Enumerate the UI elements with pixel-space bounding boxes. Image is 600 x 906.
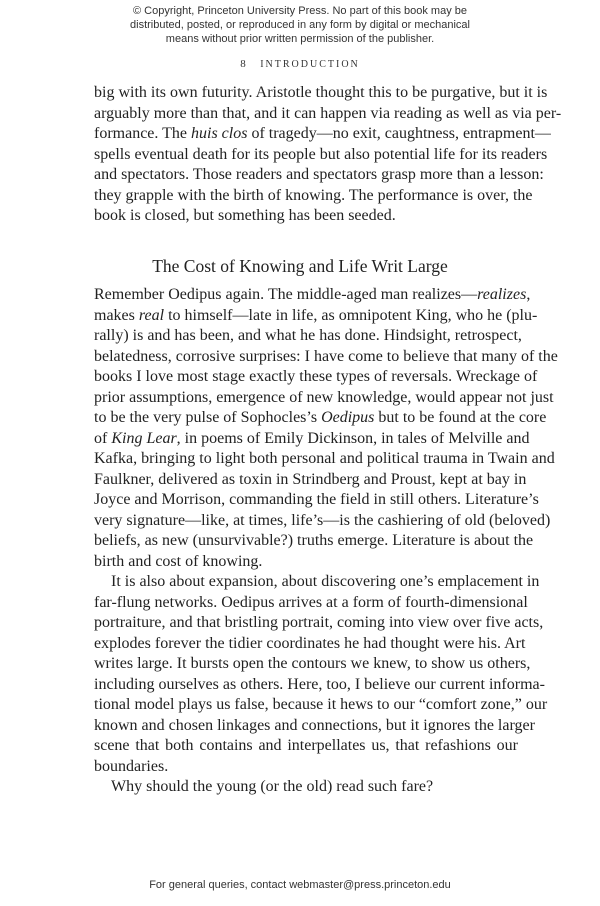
running-head bbox=[0, 58, 600, 70]
text-line: big with its own futurity. Aristotle thought this to be purgative, but it is bbox=[94, 84, 548, 101]
text-line: arguably more than that, and it can happen via reading as well as via per- bbox=[94, 104, 562, 122]
text-line: rally) is and has been, and what he has done. Hindsight, retrospect, bbox=[94, 327, 522, 344]
page-number: 8 bbox=[240, 58, 246, 70]
text-line: of King Lear, in poems of Emily Dickinson, in tales of Melville and bbox=[94, 429, 530, 447]
paragraph-4 bbox=[94, 777, 518, 798]
italic-emphasis: Oedipus bbox=[321, 409, 375, 426]
text-line: formance. The huis clos of tragedy—no exit, caughtness, entrapment— bbox=[94, 125, 551, 142]
italic-emphasis: huis clos bbox=[191, 125, 248, 142]
text-line: Joyce and Morrison, commanding the field in still others. Literature’s bbox=[94, 491, 539, 508]
text-line: very signature—like, at times, life’s—is the cashiering of old (beloved) bbox=[94, 511, 551, 529]
running-head-section: INTRODUCTION bbox=[260, 59, 360, 70]
text-line: beliefs, as new (unsurvivable?) truths emerge. Literature is about the bbox=[94, 532, 534, 549]
text-line: makes real to himself—late in life, as omnipotent King, who he (plu- bbox=[94, 306, 538, 324]
text-line: birth and cost of knowing. bbox=[94, 552, 263, 570]
paragraph-3 bbox=[94, 572, 548, 777]
copyright-line: © Copyright, Princeton University Press. No part of this book may be bbox=[133, 5, 467, 17]
text-line: to be the very pulse of Sophocles’s Oedipus but to be found at the core bbox=[94, 409, 547, 426]
text-line: belatedness, corrosive surprises: I have come to believe that many of the bbox=[94, 347, 558, 365]
text-line: Faulkner, delivered as toxin in Strindberg and Proust, kept at bay in bbox=[94, 470, 527, 488]
text-line: including ourselves as others. Here, too, I believe our current informa- bbox=[94, 675, 545, 693]
text-line: and spectators. Those readers and spectators grasp more than a lesson: bbox=[94, 166, 544, 183]
text-line: writes large. It bursts open the contours we knew, to show us others, bbox=[94, 655, 531, 672]
text-line: Kafka, bringing to light both personal and political trauma in Twain and bbox=[94, 450, 555, 467]
text-line: far-flung networks. Oedipus arrives at a form of fourth-dimensional bbox=[94, 593, 528, 611]
text-line: tional model plays us false, because it hews to our “comfort zone,” our bbox=[94, 696, 548, 713]
paragraph-1 bbox=[94, 83, 562, 227]
text-line: known and chosen linkages and connections, but it ignores the larger bbox=[94, 716, 535, 734]
paragraph-2 bbox=[94, 285, 558, 572]
section-heading: The Cost of Knowing and Life Writ Large bbox=[152, 256, 448, 276]
text-line: It is also about expansion, about discovering one’s emplacement in bbox=[111, 573, 540, 590]
footer-contact: For general queries, contact webmaster@press.princeton.edu bbox=[149, 879, 451, 891]
text-line: boundaries. bbox=[94, 757, 169, 775]
text-line: prior assumptions, emergence of new knowledge, would appear not just bbox=[94, 388, 554, 406]
copyright-line: distributed, posted, or reproduced in any form by digital or mechanical bbox=[130, 19, 470, 31]
italic-emphasis: real bbox=[138, 306, 165, 324]
text-line: portraiture, and that bristling portrait, coming into view over five acts, bbox=[94, 614, 544, 631]
copyright-notice bbox=[0, 4, 600, 46]
text-line: books I love most stage exactly these types of reversals. Wreckage of bbox=[94, 368, 538, 385]
copyright-line: means without prior written permission of the publisher. bbox=[165, 33, 435, 45]
text-line: scene that both contains and interpellates us, that refashions our bbox=[94, 737, 518, 754]
text-line: explodes forever the tidier coordinates he had thought were his. Art bbox=[94, 634, 526, 652]
italic-emphasis: realizes bbox=[477, 286, 527, 303]
text-line: Why should the young (or the old) read such fare? bbox=[111, 778, 434, 795]
text-line: spells eventual death for its people but also potential life for its readers bbox=[94, 145, 548, 163]
text-line: Remember Oedipus again. The middle-aged man realizes—realizes, bbox=[94, 286, 531, 303]
text-line: they grapple with the birth of knowing. The performance is over, the bbox=[94, 186, 533, 204]
text-line: book is closed, but something has been seeded. bbox=[94, 207, 396, 224]
italic-emphasis: King Lear bbox=[111, 429, 177, 447]
